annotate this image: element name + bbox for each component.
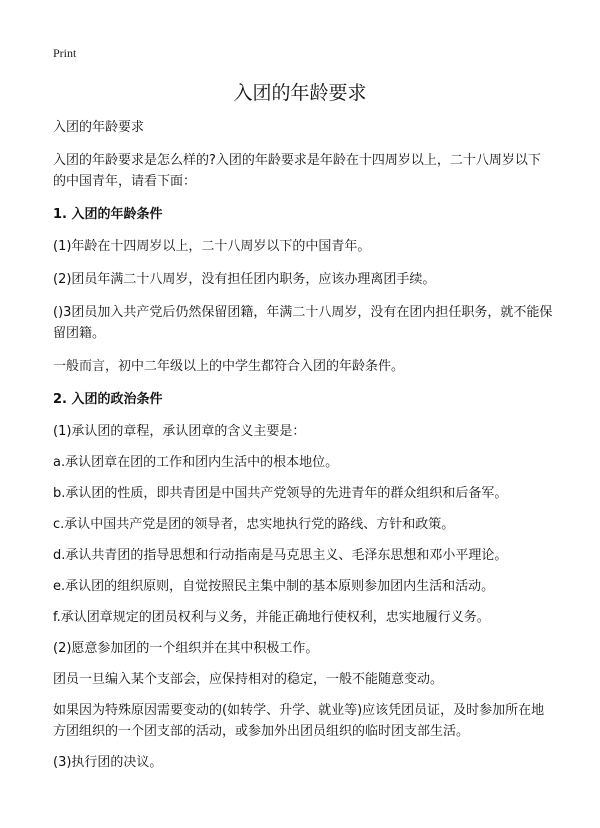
- subtitle: 入团的年龄要求: [53, 120, 145, 135]
- print-label: Print: [53, 46, 77, 60]
- paragraph: c.承认中国共产党是团的领导者，忠实地执行党的路线、方针和政策。: [53, 517, 455, 532]
- section-heading-age: 1. 入团的年龄条件: [53, 207, 163, 222]
- section-heading-politics: 2. 入团的政治条件: [53, 392, 163, 407]
- paragraph: 团员一旦编入某个支部会，应保持相对的稳定，一般不能随意变动。: [53, 672, 444, 687]
- page-title: 入团的年龄要求: [233, 82, 367, 104]
- paragraph: 一般而言，初中二年级以上的中学生都符合入团的年龄条件。: [53, 359, 405, 374]
- intro-paragraph: 入团的年龄要求是怎么样的?入团的年龄要求是年龄在十四周岁以上，二十八周岁以下的中国青年，请看下面：: [53, 153, 541, 189]
- paragraph: (1)年龄在十四周岁以上，二十八周岁以下的中国青年。: [53, 239, 371, 254]
- paragraph: b.承认团的性质，即共青团是中国共产党领导的先进青年的群众组织和后备军。: [53, 486, 508, 501]
- paragraph: a.承认团章在团的工作和团内生活中的根本地位。: [53, 455, 339, 470]
- paragraph: d.承认共青团的指导思想和行动指南是马克思主义、毛泽东思想和邓小平理论。: [53, 548, 508, 563]
- paragraph: (2)愿意参加团的一个组织并在其中积极工作。: [53, 641, 319, 656]
- paragraph: (3)执行团的决议。: [53, 755, 163, 770]
- paragraph: (1)承认团的章程，承认团章的含义主要是：: [53, 424, 306, 439]
- document-body: [53, 117, 553, 783]
- paragraph: ()3团员加入共产党后仍然保留团籍，年满二十八周岁，没有在团内担任职务，就不能保留团籍。: [53, 305, 553, 341]
- paragraph: (2)团员年满二十八周岁，没有担任团内职务，应该办理离团手续。: [53, 272, 436, 287]
- paragraph: e.承认团的组织原则，自觉按照民主集中制的基本原则参加团内生活和活动。: [53, 579, 495, 594]
- paragraph: f.承认团章规定的团员权利与义务，并能正确地行使权利，忠实地履行义务。: [53, 610, 490, 625]
- paragraph: 如果因为特殊原因需要变动的(如转学、升学、就业等)应该凭团员证，及时参加所在地方团组织的一个团支部的活动，或参加外出团员组织的临时团支部生活。: [53, 703, 545, 739]
